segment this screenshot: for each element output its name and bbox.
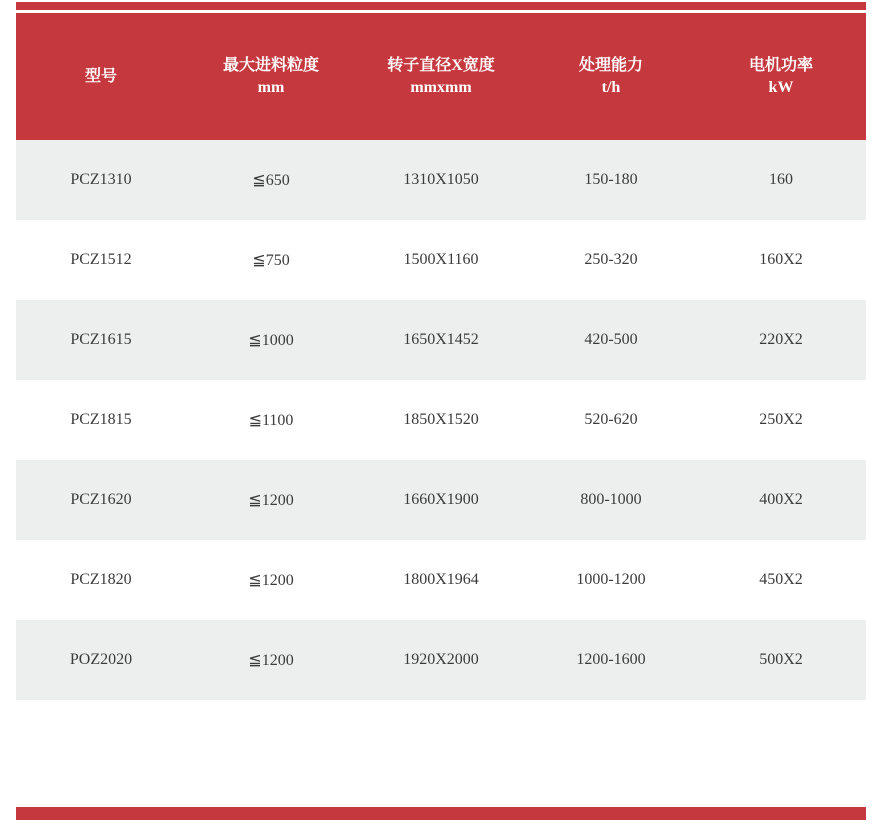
column-title: 电机功率 xyxy=(748,56,813,74)
cell-motor-power: 500X2 xyxy=(759,651,803,668)
cell-capacity: 420-500 xyxy=(584,331,638,348)
column-unit: mmxmm xyxy=(410,78,472,96)
table-row xyxy=(16,300,866,380)
table-row xyxy=(16,460,866,540)
cell-max-feed-size: ≦1200 xyxy=(248,492,294,509)
cell-max-feed-size: ≦650 xyxy=(252,172,290,189)
cell-capacity: 150-180 xyxy=(584,171,638,188)
cell-rotor-size: 1650X1452 xyxy=(403,331,479,348)
cell-motor-power: 160 xyxy=(769,171,793,188)
cell-model: PCZ1310 xyxy=(70,171,132,188)
cell-model: PCZ1820 xyxy=(70,571,132,588)
column-title: 型号 xyxy=(84,67,117,85)
column-header-motor-power xyxy=(696,13,866,140)
cell-capacity: 250-320 xyxy=(584,251,638,268)
table-row xyxy=(16,620,866,700)
cell-rotor-size: 1800X1964 xyxy=(403,571,479,588)
cell-model: PCZ1815 xyxy=(70,411,132,428)
cell-capacity: 1200-1600 xyxy=(576,651,646,668)
bottom-accent-bar xyxy=(16,807,866,820)
column-header-capacity xyxy=(526,13,696,140)
product-spec-table xyxy=(16,13,866,700)
cell-model: PCZ1620 xyxy=(70,491,132,508)
cell-model: PCZ1512 xyxy=(70,251,132,268)
cell-max-feed-size: ≦750 xyxy=(252,252,290,269)
cell-rotor-size: 1920X2000 xyxy=(403,651,479,668)
column-header-max-feed-size xyxy=(186,13,356,140)
cell-capacity: 800-1000 xyxy=(580,491,642,508)
cell-motor-power: 160X2 xyxy=(759,251,803,268)
cell-max-feed-size: ≦1100 xyxy=(248,412,294,429)
cell-capacity: 1000-1200 xyxy=(576,571,646,588)
table-header-row xyxy=(16,13,866,140)
cell-model: PCZ1615 xyxy=(70,331,132,348)
cell-rotor-size: 1310X1050 xyxy=(403,171,479,188)
cell-max-feed-size: ≦1000 xyxy=(248,332,294,349)
cell-motor-power: 400X2 xyxy=(759,491,803,508)
cell-capacity: 520-620 xyxy=(584,411,638,428)
column-title: 转子直径X宽度 xyxy=(387,56,495,74)
cell-max-feed-size: ≦1200 xyxy=(248,652,294,669)
cell-model: POZ2020 xyxy=(69,651,133,668)
column-title: 处理能力 xyxy=(578,56,643,74)
column-unit: t/h xyxy=(601,78,621,96)
column-title: 最大进料粒度 xyxy=(222,56,319,74)
cell-rotor-size: 1660X1900 xyxy=(403,491,479,508)
cell-motor-power: 450X2 xyxy=(759,571,803,588)
column-unit: kW xyxy=(768,78,794,96)
column-header-model xyxy=(16,13,186,140)
table-row xyxy=(16,540,866,620)
column-unit: mm xyxy=(257,78,285,96)
top-accent-bar xyxy=(16,2,866,10)
table-row xyxy=(16,140,866,220)
table-row xyxy=(16,220,866,300)
cell-rotor-size: 1850X1520 xyxy=(403,411,479,428)
column-header-rotor-size xyxy=(356,13,526,140)
cell-rotor-size: 1500X1160 xyxy=(403,251,479,268)
cell-motor-power: 250X2 xyxy=(759,411,803,428)
cell-max-feed-size: ≦1200 xyxy=(248,572,294,589)
cell-motor-power: 220X2 xyxy=(759,331,803,348)
table-row xyxy=(16,380,866,460)
